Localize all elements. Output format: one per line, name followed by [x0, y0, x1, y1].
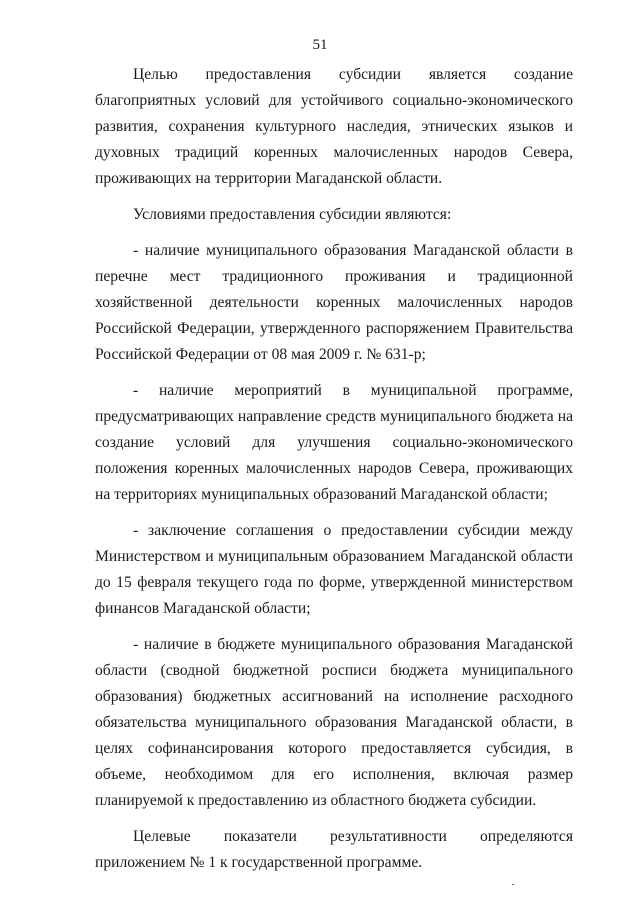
list-item-condition-2: - наличие мероприятий в муниципальной программе, предусматривающих направление средств муниципального бюджета на создание условий для улучшения социально-экономического положения коренных малочисленных народов Севера, проживающих на территориях муниципальных образований Магаданской области; — [95, 382, 573, 503]
page-number: 51 — [312, 37, 328, 53]
paragraph-conditions-heading: Условиями предоставления субсидии являются: — [133, 206, 452, 223]
paragraph-gap — [95, 368, 573, 378]
paragraph-gap — [95, 508, 573, 518]
paragraph-gap — [95, 622, 573, 632]
document-body — [95, 62, 573, 876]
paragraph-gap — [95, 814, 573, 824]
paragraph-performance-indicators: Целевые показатели результативности определяются приложением № 1 к государственной программе. — [95, 828, 573, 871]
list-item-condition-4: - наличие в бюджете муниципального образования Магаданской области (сводной бюджетной росписи бюджета муниципального образования) бюджетных ассигнований на исполнение расходного обязательства муниципального образования Магаданской области, в целях софинансирования которого предоставляется субсидия, в объеме, необходимом для его исполнения, включая размер планируемой к предоставлению из областного бюджета субсидии. — [95, 636, 573, 809]
paragraph-purpose: Целью предоставления субсидии является создание благоприятных условий для устойчивого социально-экономического развития, сохранения культурного наследия, этнических языков и духовных традиций коренных малочисленных народов Севера, проживающих на территории Магаданской области. — [95, 66, 573, 187]
scan-speck — [512, 884, 514, 885]
list-item-condition-3: - заключение соглашения о предоставлении субсидии между Министерством и муниципальным образованием Магаданской области до 15 февраля текущего года по форме, утвержденной министерством финансов Магаданской области; — [95, 522, 573, 617]
paragraph-gap — [95, 228, 573, 238]
paragraph-gap — [95, 192, 573, 202]
list-item-condition-1: - наличие муниципального образования Магаданской области в перечне мест традиционного проживания и традиционной хозяйственной деятельности коренных малочисленных народов Российской Федерации, утвержденного распоряжением Правительства Российской Федерации от 08 мая 2009 г. № 631-р; — [95, 242, 573, 363]
